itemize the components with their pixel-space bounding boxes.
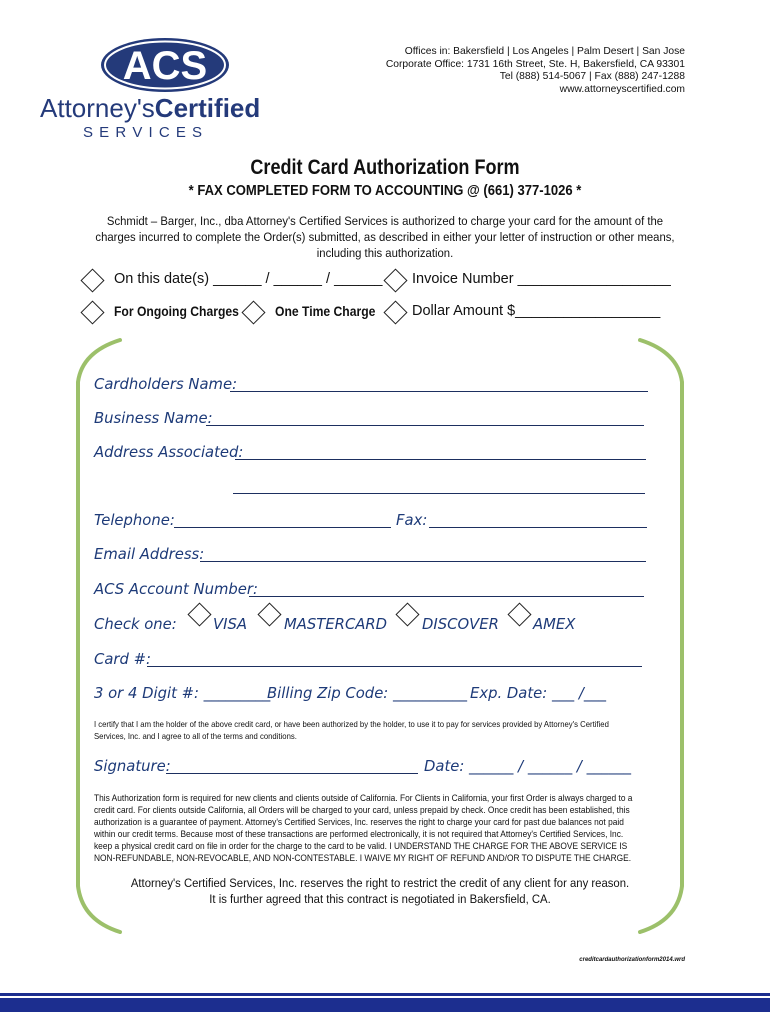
file-reference: creditcardauthorizationform2014.wrd [579, 957, 685, 963]
cardholder-name-label: Cardholders Name: [94, 376, 238, 393]
one-time-charge-checkbox[interactable] [241, 300, 265, 324]
invoice-checkbox[interactable] [383, 268, 407, 292]
logo-name: Attorney'sCertified [40, 93, 261, 123]
ongoing-charges-label: For Ongoing Charges [114, 304, 239, 319]
check-one-label: Check one: [94, 616, 177, 633]
business-name-input[interactable] [206, 425, 644, 426]
dollar-amount-checkbox[interactable] [383, 300, 407, 324]
address-input-line2[interactable] [233, 493, 645, 494]
address-input-line1[interactable] [235, 459, 646, 460]
logo-acronym: ACS [122, 44, 208, 88]
card-number-input[interactable] [147, 666, 642, 667]
footer-bar-thin [0, 993, 770, 996]
address-label: Address Associated: [94, 444, 244, 461]
date-checkbox[interactable] [80, 268, 104, 292]
signature-input[interactable] [166, 773, 418, 774]
acs-logo [38, 36, 288, 140]
mastercard-label: MASTERCARD [284, 616, 388, 633]
footer-bar-thick [0, 998, 770, 1012]
telephone-label: Telephone: [94, 512, 175, 529]
fax-notice: * FAX COMPLETED FORM TO ACCOUNTING @ (661) 377-1026 * [188, 183, 582, 199]
corporate-line: Corporate Office: 1731 16th Street, Ste. H, Bakersfield, CA 93301 [385, 58, 685, 70]
invoice-number-label: Invoice Number ___________________ [412, 271, 671, 287]
logo-graphic [38, 36, 288, 140]
business-name-label: Business Name: [94, 410, 213, 427]
website-link[interactable]: www.attorneyscertified.com [559, 83, 685, 95]
phone-fax-line: Tel (888) 514-5067 | Fax (888) 247-1288 [499, 71, 685, 83]
email-label: Email Address: [94, 546, 205, 563]
amex-label: AMEX [533, 616, 576, 633]
intro-paragraph: Schmidt – Barger, Inc., dba Attorney's Certified Services is authorized to charge your card for the amount of the charges incurred to complete the Order(s) submitted, as described in either your letter of instruction or other means, including this authorization. [95, 214, 675, 260]
cardholder-name-input[interactable] [230, 391, 648, 392]
offices-line: Offices in: Bakersfield | Los Angeles | Palm Desert | San Jose [404, 46, 685, 57]
digit-code-field[interactable]: 3 or 4 Digit #: _________ [94, 685, 271, 702]
fax-label: Fax: [396, 512, 428, 529]
card-number-label: Card #: [94, 651, 151, 668]
reserve-line-1: Attorney's Certified Services, Inc. reserves the right to restrict the credit of any client for any reason. [130, 876, 630, 890]
one-time-charge-label: One Time Charge [275, 304, 376, 319]
reserve-statement [95, 876, 665, 907]
certify-statement: I certify that I am the holder of the above credit card, or have been authorized by the holder, to use it to pay for services provided by Attorney's Certified Services, Inc. and I agree to all of the terms and conditions. [94, 719, 609, 741]
office-info [386, 46, 685, 96]
acs-account-label: ACS Account Number: [94, 581, 258, 598]
acs-account-input[interactable] [249, 596, 644, 597]
on-this-date-label: On this date(s) ______ / ______ / ______ [114, 271, 383, 287]
discover-label: DISCOVER [422, 616, 499, 633]
authorization-terms: This Authorization form is required for new clients and clients outside of California. For Clients in California, your first Order is always charged to a credit card. For clients outside California, all Orders will be charged to your card, unless prepaid by check. Once credit has been established, this authorization is a guarantee of payment. Attorney's Certified Services, Inc. reserves the right to charge your card for past due balances not paid within our credit terms. Because most of these transactions are performed electronically, it is not required that Attorney's Certified Services, Inc. keep a physical credit card on file in order for the charge to the card to be valid. I UNDERSTAND THE CHARGE FOR THE ABOVE SERVICE IS NON-REFUNDABLE, NON-REVOCABLE, AND NON-CONTESTABLE. I WAIVE MY RIGHT OF REFUND AND/OR TO DISPUTE THE CHARGE. [94, 793, 633, 863]
dollar-amount-label: Dollar Amount $__________________ [412, 303, 661, 319]
page-title: Credit Card Authorization Form [250, 156, 520, 179]
fax-input[interactable] [429, 527, 647, 528]
date-field[interactable]: Date: ______ / ______ / ______ [424, 758, 632, 775]
email-input[interactable] [200, 561, 646, 562]
billing-zip-field[interactable]: Billing Zip Code: __________ [267, 685, 467, 702]
visa-label: VISA [213, 616, 248, 633]
exp-date-field[interactable]: Exp. Date: ___ /___ [470, 685, 607, 702]
ongoing-charges-checkbox[interactable] [80, 300, 104, 324]
reserve-line-2: It is further agreed that this contract is negotiated in Bakersfield, CA. [209, 891, 551, 906]
signature-label: Signature: [94, 758, 171, 775]
telephone-input[interactable] [174, 527, 391, 528]
logo-services: S E R V I C E S [83, 124, 204, 140]
